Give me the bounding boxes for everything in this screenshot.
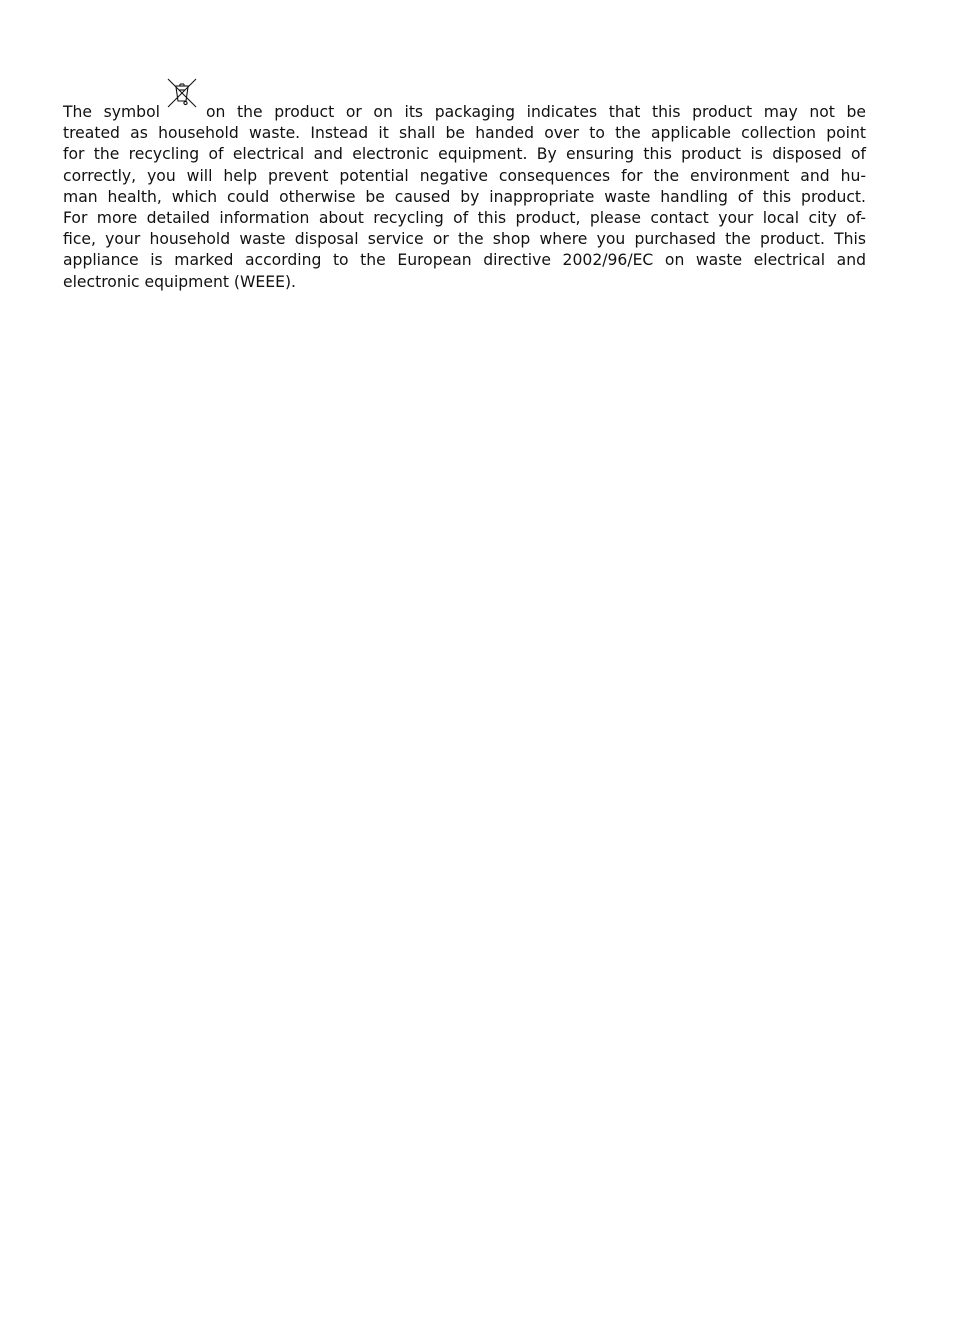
notice-line-1-end: on the product or on its packaging indicates that this product may not be [205, 103, 866, 121]
weee-disposal-notice [63, 87, 866, 293]
notice-line-1 [63, 87, 866, 123]
notice-line-3: for the recycling of electrical and electronic equipment. By ensuring this product is disposed of [63, 145, 866, 164]
notice-line-1-start: The symbol [63, 103, 160, 121]
notice-line-9: electronic equipment (WEEE). [63, 272, 297, 291]
notice-line-5: man health, which could otherwise be caused by inappropriate waste handling of this product. [63, 187, 866, 206]
notice-line-6: For more detailed information about recycling of this product, please contact your local city of- [63, 209, 866, 228]
notice-line-4: correctly, you will help prevent potential negative consequences for the environment and hu- [63, 166, 866, 185]
notice-line-2: treated as household waste. Instead it shall be handed over to the applicable collection point [63, 124, 866, 143]
notice-line-7: fice, your household waste disposal service or the shop where you purchased the product. This [63, 230, 866, 249]
crossed-out-wheelie-bin-icon [164, 77, 200, 111]
notice-line-8: appliance is marked according to the European directive 2002/96/EC on waste electrical and [63, 251, 866, 270]
